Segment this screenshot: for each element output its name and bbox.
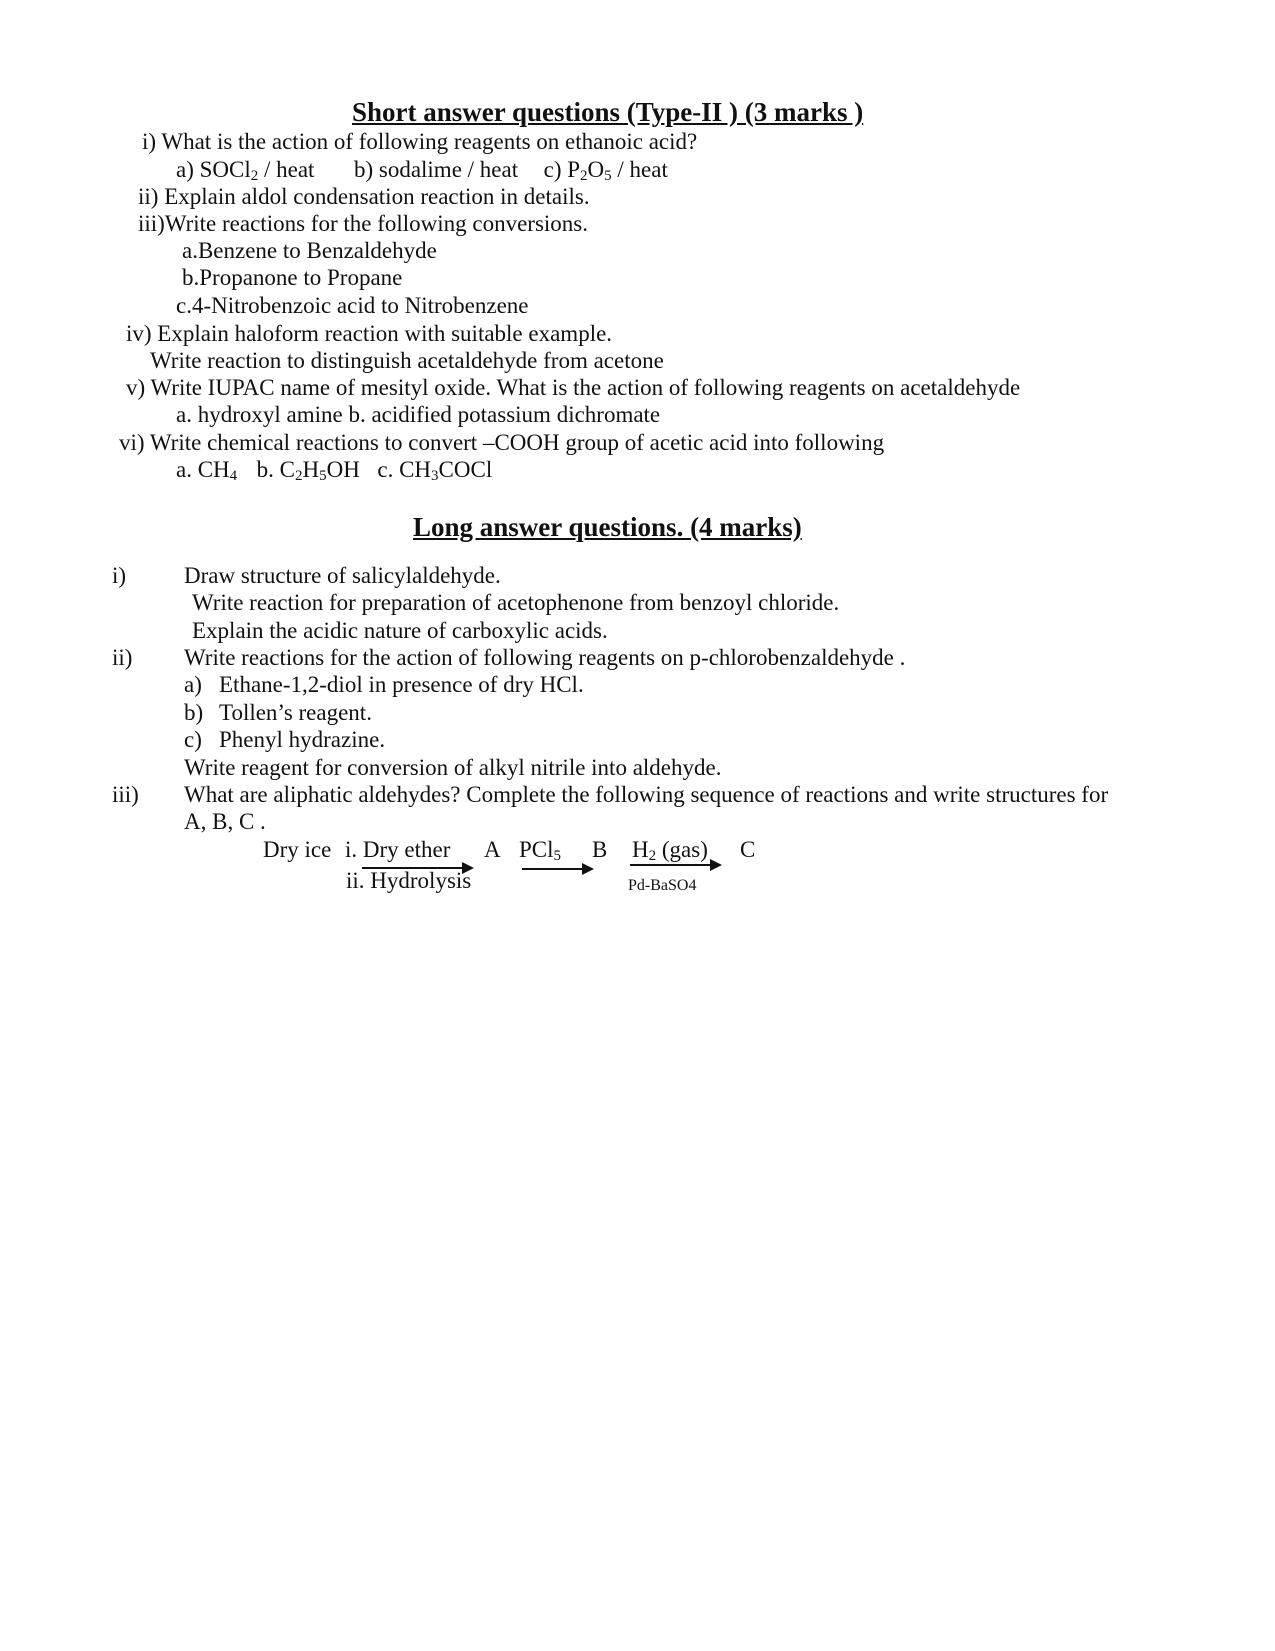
scheme-product-c: C: [740, 837, 756, 862]
scheme-step1-bottom: ii. Hydrolysis: [346, 868, 472, 893]
long-q3-number: iii): [112, 782, 139, 807]
short-q3-item-c: c.4-Nitrobenzoic acid to Nitrobenzene: [176, 293, 529, 318]
long-q1-line2: Write reaction for preparation of acetophenone from benzoyl chloride.: [192, 590, 840, 615]
long-q3-line1: What are aliphatic aldehydes? Complete the following sequence of reactions and write structures for: [184, 782, 1109, 807]
long-q2-a-label: a): [184, 672, 202, 697]
long-q1-line1: Draw structure of salicylaldehyde.: [184, 563, 501, 588]
scheme-step1-top: i. Dry ether: [345, 837, 451, 862]
scheme-arrow-2: [522, 868, 592, 870]
scheme-product-a: A: [484, 837, 501, 862]
scheme-product-b: B: [592, 837, 608, 862]
long-q2-number: ii): [112, 645, 133, 670]
scheme-arrow-3: [630, 864, 720, 866]
short-q3-item-b: b.Propanone to Propane: [182, 265, 403, 290]
scheme-catalyst: Pd-BaSO4: [628, 877, 697, 894]
short-q4-line2: Write reaction to distinguish acetaldehyde from acetone: [150, 348, 664, 373]
short-q6-options: [176, 456, 492, 484]
long-q2-line5: Write reagent for conversion of alkyl nitrile into aldehyde.: [184, 755, 722, 780]
short-q1-text: i) What is the action of following reagents on ethanoic acid?: [142, 129, 698, 154]
short-q3-text: iii)Write reactions for the following conversions.: [138, 211, 589, 236]
short-q6-option-c: c. $CH_3COCl$: [377, 457, 493, 484]
long-q1-line3: Explain the acidic nature of carboxylic acids.: [192, 618, 608, 643]
long-answer-heading: Long answer questions. (4 marks): [413, 512, 802, 542]
short-q6-option-b: b. $C_2H_5OH$: [256, 457, 360, 484]
long-q2-c-text: Phenyl hydrazine.: [219, 727, 386, 752]
short-q5-line2: a. hydroxyl amine b. acidified potassium dichromate: [176, 402, 661, 427]
short-q6-text: vi) Write chemical reactions to convert –COOH group of acetic acid into following: [119, 430, 885, 455]
scheme-reagent-3: $H_2$ (gas): [632, 837, 708, 864]
short-q2-text: ii) Explain aldol condensation reaction in details.: [138, 184, 590, 209]
short-q5-text: v) Write IUPAC name of mesityl oxide. What is the action of following reagents on acetaldehyde: [126, 375, 1021, 400]
short-q1-option-b: b) sodalime / heat: [353, 157, 519, 182]
short-answer-heading: Short answer questions (Type-II ) (3 marks ): [352, 97, 864, 127]
short-q1-options: [176, 156, 668, 184]
long-q2-b-text: Tollen’s reagent.: [219, 700, 372, 725]
long-q2-line1: Write reactions for the action of following reagents on p-chlorobenzaldehyde .: [184, 645, 906, 670]
short-q4-text: iv) Explain haloform reaction with suitable example.: [126, 321, 613, 346]
scheme-reagent-2: PCl$_5$: [519, 837, 562, 864]
long-q2-b-label: b): [184, 700, 204, 725]
short-q6-option-a: a. $CH_4$: [176, 457, 238, 484]
scheme-start: Dry ice: [263, 837, 332, 862]
long-q3-line2: A, B, C .: [184, 809, 266, 834]
long-q2-a-text: Ethane-1,2-diol in presence of dry HCl.: [219, 672, 584, 697]
long-q1-number: i): [112, 563, 127, 588]
short-q1-option-c: c) $P_2O_5$ / heat: [543, 157, 668, 184]
long-q2-c-label: c): [184, 727, 202, 752]
short-q3-item-a: a.Benzene to Benzaldehyde: [182, 238, 437, 263]
short-q1-option-a: a) SOCl$_2$ / heat: [176, 157, 315, 184]
